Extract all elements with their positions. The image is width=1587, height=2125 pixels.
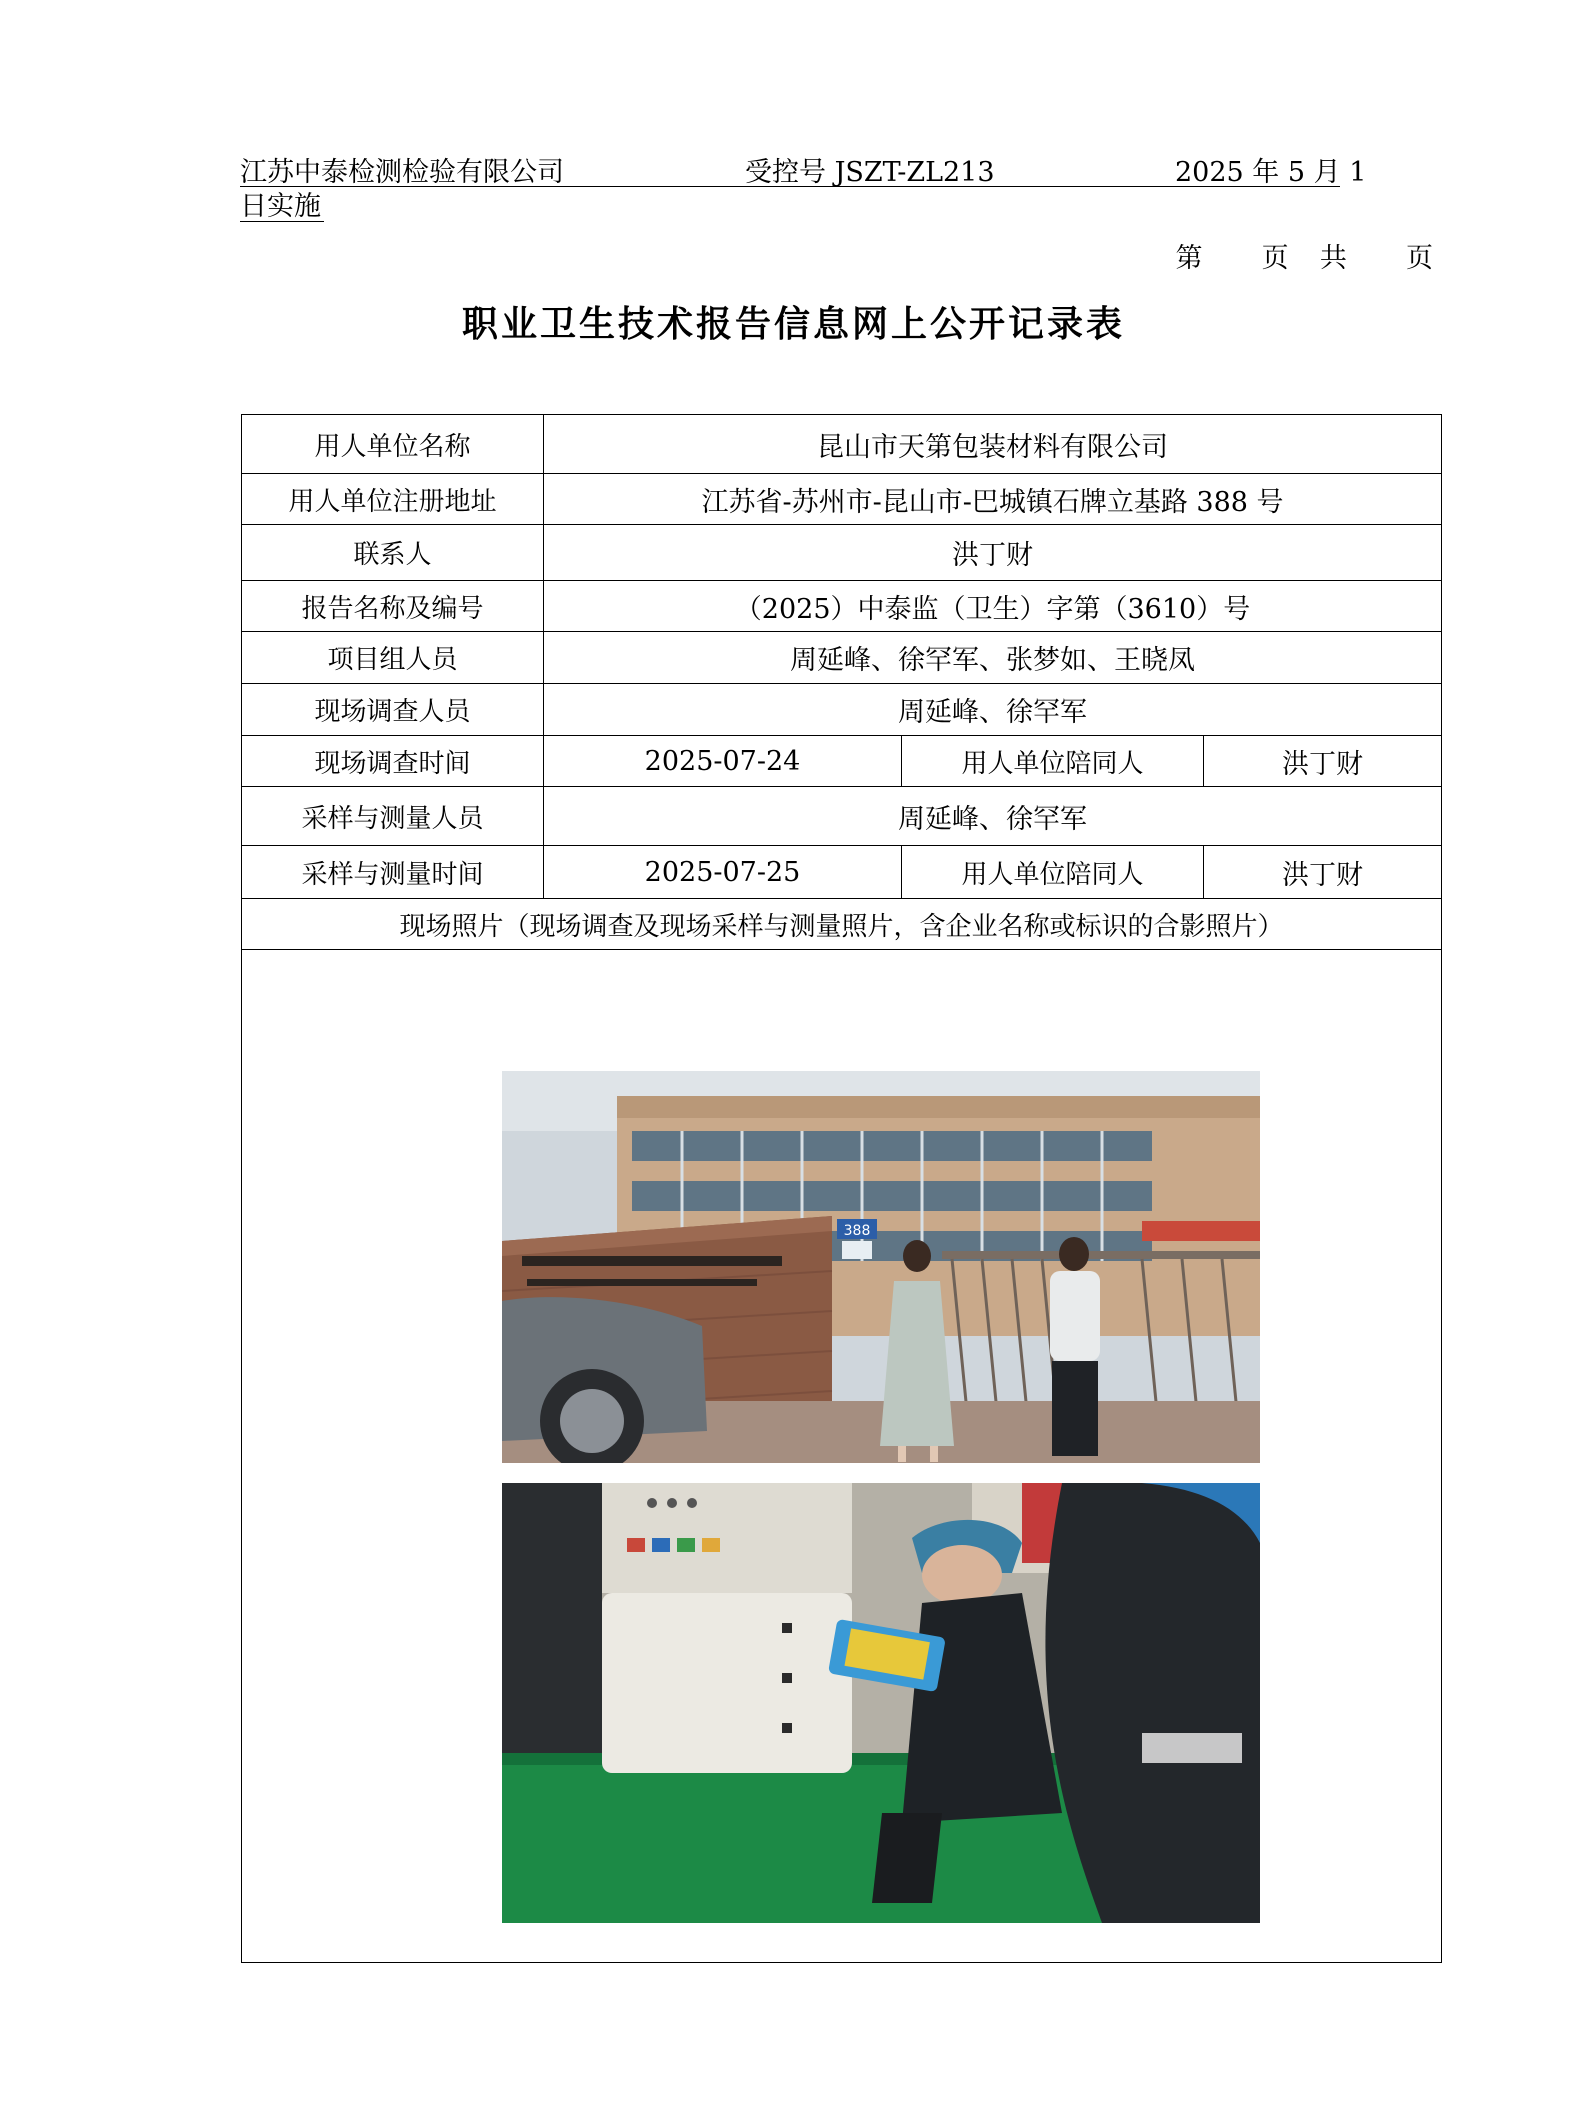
contact-value: 洪丁财 xyxy=(544,525,1442,581)
page-info-di: 第 xyxy=(1175,243,1205,274)
team-label: 项目组人员 xyxy=(242,632,544,684)
sampling-staff-value: 周延峰、徐罕军 xyxy=(544,787,1442,846)
row-team xyxy=(242,632,1442,684)
row-report xyxy=(242,581,1442,632)
header-underline-2 xyxy=(240,221,324,222)
site-photo-sampling xyxy=(502,1483,1260,1923)
header-control-number: 受控号 JSZT-ZL213 xyxy=(745,157,995,188)
row-sampling-staff xyxy=(242,787,1442,846)
photos-label: 现场照片（现场调查及现场采样与测量照片，含企业名称或标识的合影照片） xyxy=(242,899,1442,950)
address-label: 用人单位注册地址 xyxy=(242,474,544,525)
page-info-gong: 共 xyxy=(1319,243,1349,274)
address-value: 江苏省-苏州市-昆山市-巴城镇石牌立基路 388 号 xyxy=(544,474,1442,525)
survey-staff-label: 现场调查人员 xyxy=(242,684,544,736)
report-value: （2025）中泰监（卫生）字第（3610）号 xyxy=(544,581,1442,632)
row-sampling-time xyxy=(242,846,1442,899)
sampling-photo-image xyxy=(502,1483,1260,1923)
company-gate-photo-image xyxy=(502,1071,1260,1463)
survey-time-value: 2025-07-24 xyxy=(544,736,902,787)
sampling-staff-label: 采样与测量人员 xyxy=(242,787,544,846)
header-date-continued: 日实施 xyxy=(240,191,321,222)
survey-time-label: 现场调查时间 xyxy=(242,736,544,787)
row-photos xyxy=(242,950,1442,1963)
row-address xyxy=(242,474,1442,525)
survey-escort-label: 用人单位陪同人 xyxy=(902,736,1204,787)
record-table xyxy=(241,414,1442,1963)
row-photos-label xyxy=(242,899,1442,950)
row-contact xyxy=(242,525,1442,581)
report-label: 报告名称及编号 xyxy=(242,581,544,632)
employer-name-value: 昆山市天第包装材料有限公司 xyxy=(544,415,1442,474)
employer-name-label: 用人单位名称 xyxy=(242,415,544,474)
sampling-time-value: 2025-07-25 xyxy=(544,846,902,899)
sampling-time-label: 采样与测量时间 xyxy=(242,846,544,899)
survey-escort-value: 洪丁财 xyxy=(1204,736,1442,787)
site-photo-company-gate xyxy=(502,1071,1260,1463)
header-company: 江苏中泰检测检验有限公司 xyxy=(240,157,564,188)
door-number-text: 388 xyxy=(843,1223,871,1239)
contact-label: 联系人 xyxy=(242,525,544,581)
row-employer-name xyxy=(242,415,1442,474)
team-value: 周延峰、徐罕军、张梦如、王晓凤 xyxy=(544,632,1442,684)
page-info-ye: 页 xyxy=(1261,243,1291,274)
header-underline xyxy=(240,186,1340,187)
row-survey-staff xyxy=(242,684,1442,736)
sampling-escort-label: 用人单位陪同人 xyxy=(902,846,1204,899)
row-survey-time xyxy=(242,736,1442,787)
photos-cell xyxy=(242,950,1442,1963)
survey-staff-value: 周延峰、徐罕军 xyxy=(544,684,1442,736)
header-date: 2025 年 5 月 1 xyxy=(1175,157,1367,188)
page-info-ye2: 页 xyxy=(1406,243,1435,274)
page-title: 职业卫生技术报告信息网上公开记录表 xyxy=(461,304,1125,345)
page-number-info xyxy=(1175,236,1435,275)
sampling-escort-value: 洪丁财 xyxy=(1204,846,1442,899)
